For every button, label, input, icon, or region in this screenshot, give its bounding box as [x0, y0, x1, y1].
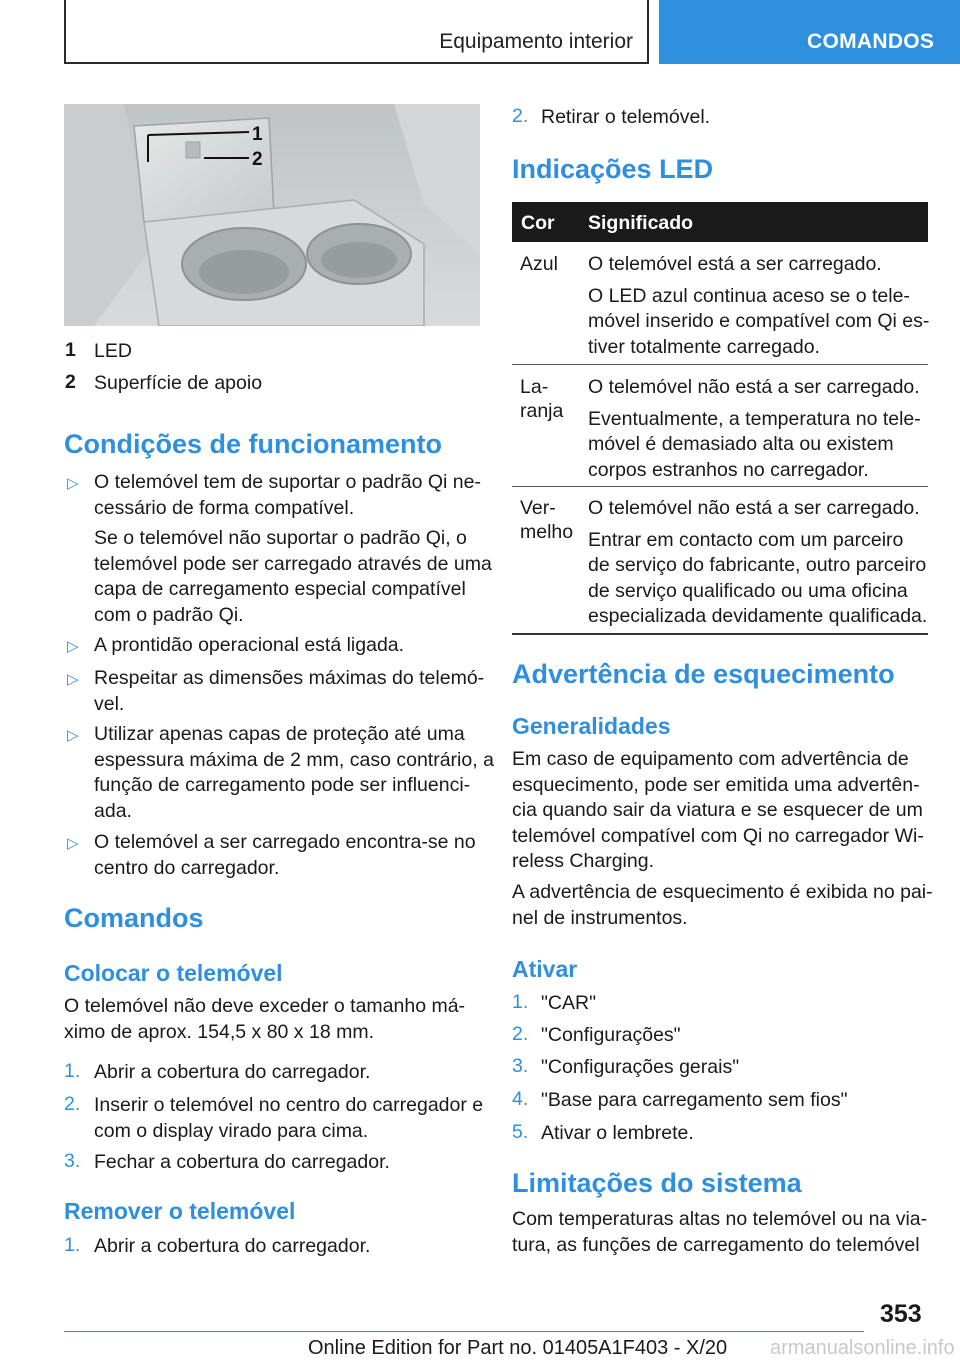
place-step-1: Abrir a cobertura do carregador.: [94, 1061, 371, 1083]
place-step-num-3: 3.: [64, 1150, 81, 1172]
reminder-title: Advertência de esquecimento: [512, 659, 895, 689]
general-paragraph-1: Em caso de equipamento com advertência de esquecimento, pode ser emitida uma advertên- cia quando sair da viatura e se esquecer de um telemóvel compatível com Qi no carregador Wi- reless Charging.: [512, 748, 924, 872]
wireless-charger-figure: [64, 104, 480, 326]
activate-step: "Base para carregamento sem fios": [541, 1089, 848, 1111]
activate-step: "CAR": [541, 992, 597, 1014]
header-chapter-label: COMANDOS: [807, 30, 935, 53]
table-divider: [512, 364, 928, 365]
page-number: 353: [880, 1300, 922, 1328]
limits-title: Limitações do sistema: [512, 1168, 802, 1198]
remove-step-num-1: 1.: [64, 1234, 81, 1256]
condition-bullet-5: O telemóvel a ser carregado encontra-se no centro do carregador.: [94, 831, 476, 879]
general-paragraph-2: A advertência de esquecimento é exibida no pai- nel de instrumentos.: [512, 881, 933, 929]
condition-bullet-1-note: Se o telemóvel não suportar o padrão Qi, o telemóvel pode ser carregado através de uma capa de carregamento especial compatível com o padrão Qi.: [94, 527, 492, 626]
bullet-marker: ▷: [67, 727, 79, 744]
bullet-marker: ▷: [67, 638, 79, 655]
bullet-marker: ▷: [67, 475, 79, 492]
place-phone-intro: O telemóvel não deve exceder o tamanho má- ximo de aprox. 154,5 x 80 x 18 mm.: [64, 995, 466, 1043]
remove-step-1: Abrir a cobertura do carregador.: [94, 1235, 371, 1257]
activate-step-num: 2.: [512, 1023, 529, 1045]
place-step-2: Inserir o telemóvel no centro do carregador e com o display virado para cima.: [94, 1094, 484, 1142]
led-row-meaning: O telemóvel não está a ser carregado. Entrar em contacto com um parceiro de serviço do fabricante, outro parceiro de serviço qualificado ou uma oficina especializada devidamente qualificada.: [588, 497, 928, 627]
remove-step-2: Retirar o telemóvel.: [541, 106, 711, 128]
table-bottom-rule: [512, 633, 928, 635]
footer-edition: Online Edition for Part no. 01405A1F403 - X/20: [308, 1337, 728, 1359]
callout-2: 2: [252, 149, 263, 170]
place-step-num-2: 2.: [64, 1093, 81, 1115]
remove-phone-title: Remover o telemóvel: [64, 1198, 296, 1224]
led-row-color: Ver- melho: [520, 497, 574, 543]
condition-bullet-4: Utilizar apenas capas de proteção até uma espessura máxima de 2 mm, caso contrário, a função de carregamento pode ser influenci- ada.: [94, 723, 494, 822]
condition-bullet-1: O telemóvel tem de suportar o padrão Qi ne- cessário de forma compatível.: [94, 471, 481, 519]
place-phone-title: Colocar o telemóvel: [64, 960, 283, 986]
conditions-title: Condições de funcionamento: [64, 429, 443, 459]
activate-title: Ativar: [512, 956, 578, 982]
led-row-meaning: O telemóvel não está a ser carregado. Eventualmente, a temperatura no tele- móvel é demasiado alta ou existem corpos estranhos no carregador.: [588, 376, 921, 481]
led-col-meaning: Significado: [588, 212, 694, 234]
place-step-3: Fechar a cobertura do carregador.: [94, 1151, 390, 1173]
wireless-charger-illustration: [64, 104, 480, 326]
led-col-color: Cor: [521, 212, 555, 234]
led-row-meaning: O telemóvel está a ser carregado. O LED azul continua aceso se o tele- móvel inserido e compatível com Qi es- tiver totalmente carregado.: [588, 253, 930, 358]
activate-step: Ativar o lembrete.: [541, 1122, 694, 1144]
remove-step-num-2: 2.: [512, 105, 529, 127]
led-row-color: La- ranja: [520, 376, 564, 422]
header-chapter-tab: [659, 0, 960, 64]
commands-title: Comandos: [64, 903, 204, 933]
activate-step-num: 1.: [512, 991, 529, 1013]
bullet-marker: ▷: [67, 671, 79, 688]
table-divider: [512, 486, 928, 487]
activate-step: "Configurações": [541, 1024, 681, 1046]
activate-step: "Configurações gerais": [541, 1056, 740, 1078]
legend-text-2: Superfície de apoio: [94, 372, 263, 394]
footer-watermark: armanualsonline.info: [770, 1337, 955, 1359]
legend-num-1: 1: [65, 339, 76, 361]
activate-step-num: 3.: [512, 1055, 529, 1077]
legend-num-2: 2: [65, 371, 76, 393]
limits-text: Com temperaturas altas no telemóvel ou na via- tura, as funções de carregamento do telemóvel: [512, 1208, 928, 1256]
bullet-marker: ▷: [67, 835, 79, 852]
led-table-header: [512, 202, 928, 242]
header-section-tab: [64, 0, 649, 64]
condition-bullet-3: Respeitar as dimensões máximas do telemó- vel.: [94, 667, 485, 715]
legend-text-1: LED: [94, 340, 132, 362]
activate-step-num: 5.: [512, 1121, 529, 1143]
led-row-color: Azul: [520, 253, 558, 275]
led-title: Indicações LED: [512, 154, 714, 184]
activate-step-num: 4.: [512, 1088, 529, 1110]
general-title: Generalidades: [512, 713, 671, 739]
condition-bullet-2: A prontidão operacional está ligada.: [94, 634, 405, 656]
place-step-num-1: 1.: [64, 1060, 81, 1082]
callout-1: 1: [252, 124, 263, 145]
header-section-label: Equipamento interior: [439, 30, 633, 53]
footer-rule: [64, 1331, 864, 1332]
